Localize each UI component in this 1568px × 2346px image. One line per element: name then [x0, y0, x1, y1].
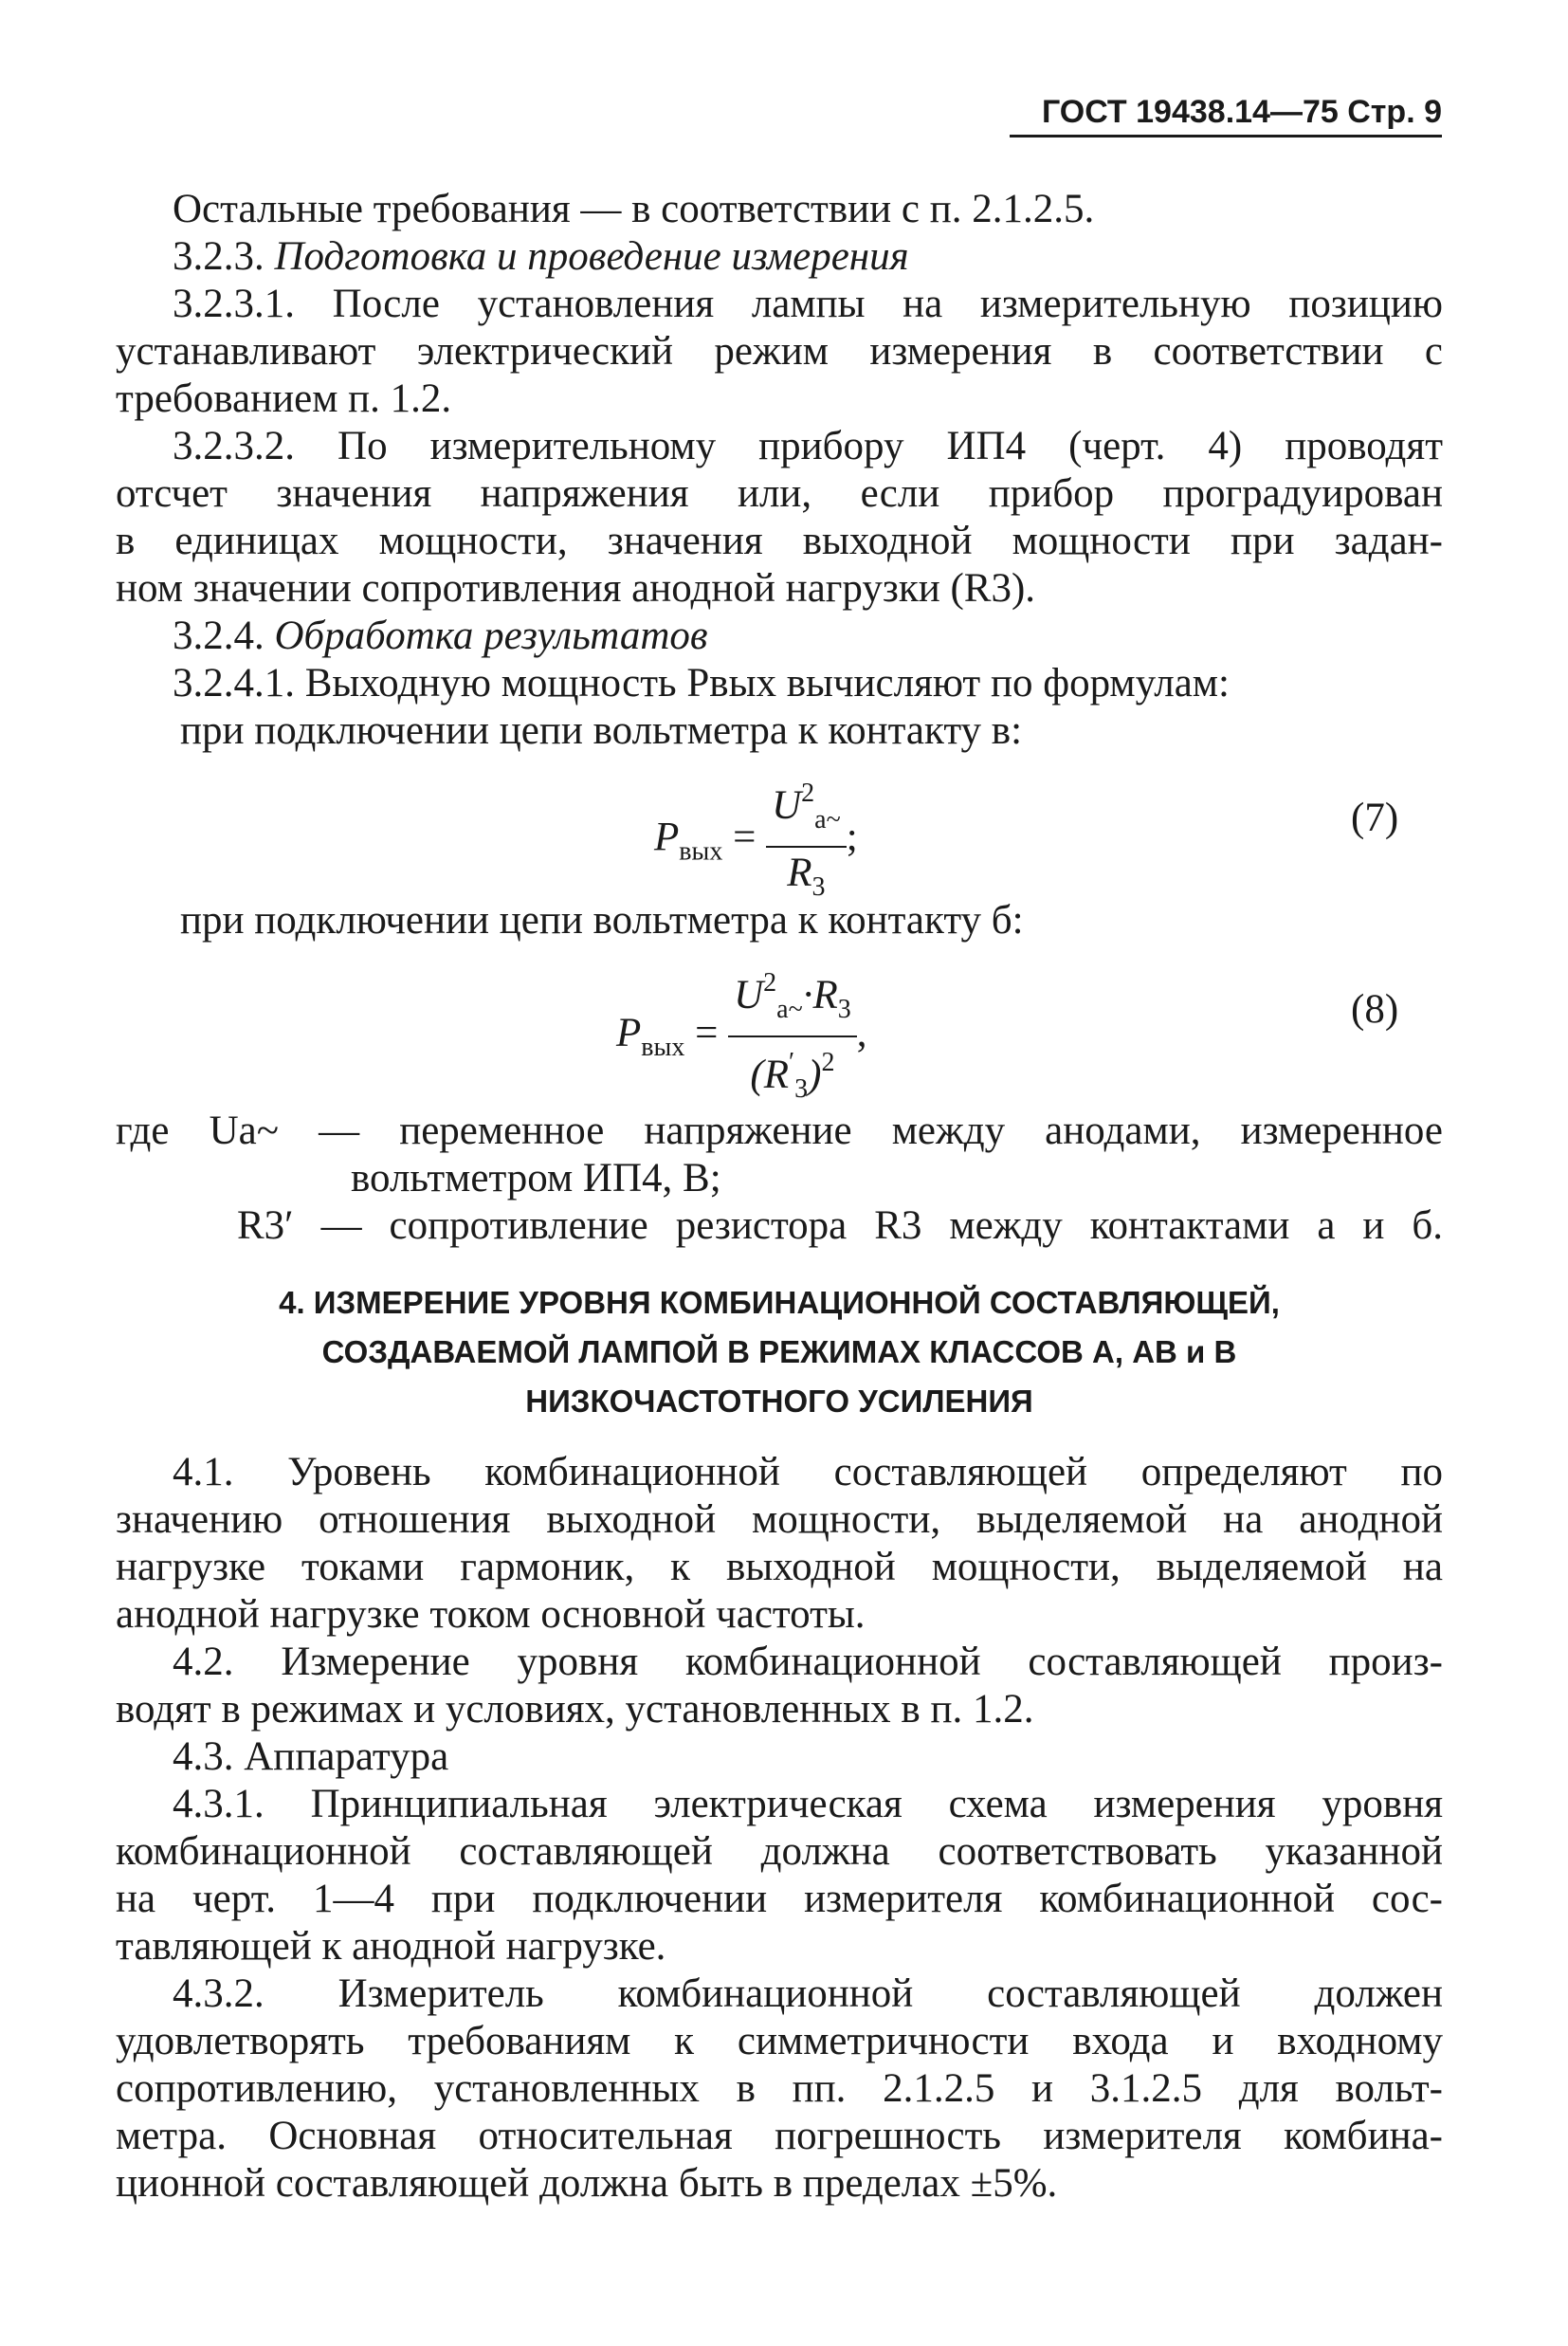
- equation-number-8: (8): [1351, 987, 1399, 1032]
- text-line: R3′ — сопротивление резистора R3 между контактами а и б.: [237, 1203, 1443, 1248]
- text-line: комбинационной составляющей должна соответствовать указанной: [116, 1829, 1443, 1874]
- page-header: ГОСТ 19438.14—75 Стр. 9: [1010, 91, 1442, 137]
- paragraph-contact-v: при подключении цепи вольтметра к контакту в:: [180, 708, 1023, 753]
- text-line: сопротивлению, установленных в пп. 2.1.2.5 и 3.1.2.5 для вольт-: [116, 2066, 1443, 2111]
- text-line: 4.3.1. Принципиальная электрическая схема измерения уровня: [173, 1782, 1443, 1826]
- formula-8: $P_{вых}$ = $\frac{U^2_{a\sim}\cdot R_3}{(R'_3)^2}$ ,: [616, 958, 867, 1115]
- text-line: анодной нагрузке током основной частоты.: [116, 1592, 866, 1637]
- text-line: 4.2. Измерение уровня комбинационной составляющей произ-: [173, 1640, 1443, 1684]
- denominator: $R_3$: [787, 851, 826, 902]
- paragraph-remaining-requirements: Остальные требования — в соответствии с п. 2.1.2.5.: [173, 187, 1095, 231]
- text-line: ционной составляющей должна быть в пределах ±5%.: [116, 2161, 1058, 2206]
- numerator: $U^2_{a\sim}$: [766, 768, 847, 848]
- formula-7: $P_{вых}$ = $\frac{U^2_{a\sim}}{R_3}$ ;: [654, 768, 858, 913]
- equation-number-7: (7): [1351, 796, 1399, 840]
- paragraph-3-2-4-1: 3.2.4.1. Выходную мощность Pвых вычисляют по формулам:: [173, 661, 1230, 706]
- text-line: где Ua~ — переменное напряжение между анодами, измеренное: [116, 1109, 1443, 1153]
- text-line: в единицах мощности, значения выходной мощности при задан-: [116, 519, 1443, 563]
- paragraph-4-3-2: [116, 1970, 1443, 2208]
- title-line: НИЗКОЧАСТОТНОГО УСИЛЕНИЯ: [525, 1384, 1033, 1419]
- paragraph-contact-b: при подключении цепи вольтметра к контакту б:: [180, 898, 1024, 943]
- fraction: [728, 958, 857, 1115]
- text-line: требованием п. 1.2.: [116, 376, 452, 421]
- text-line: 3.2.3.1. После установления лампы на измерительную позицию: [173, 282, 1443, 326]
- title-line: 4. ИЗМЕРЕНИЕ УРОВНЯ КОМБИНАЦИОННОЙ СОСТАВЛЯЮЩЕЙ,: [279, 1285, 1280, 1320]
- section-4-title: [116, 1278, 1443, 1426]
- text-line: 4.3.2. Измеритель комбинационной составляющей должен: [173, 1971, 1443, 2016]
- subsection-number: 3.2.3.: [173, 234, 264, 279]
- paragraph-4-2: [116, 1639, 1443, 1733]
- paragraph-3-2-3-1: [116, 281, 1443, 423]
- title-line: СОЗДАВАЕМОЙ ЛАМПОЙ В РЕЖИМАХ КЛАССОВ А, АВ и В: [321, 1334, 1237, 1369]
- subsection-title: Подготовка и проведение измерения: [274, 234, 909, 279]
- where-clause: [116, 1108, 1443, 1250]
- text-line: на черт. 1—4 при подключении измерителя комбинационной сос-: [116, 1877, 1443, 1921]
- denominator: $(R'_3)^2$: [750, 1048, 835, 1104]
- text-line: тавляющей к анодной нагрузке.: [116, 1924, 666, 1969]
- text-line: ном значении сопротивления анодной нагрузки (R3).: [116, 566, 1036, 611]
- subsection-number: 3.2.4.: [173, 614, 264, 658]
- paragraph-4-1: [116, 1449, 1443, 1639]
- text-line: метра. Основная относительная погрешность измерителя комбина-: [116, 2114, 1443, 2158]
- fraction: [766, 768, 847, 913]
- numerator: $U^2_{a\sim}\cdot R_3$: [728, 958, 857, 1037]
- text-line: водят в режимах и условиях, установленных в п. 1.2.: [116, 1687, 1034, 1732]
- text-line: отсчет значения напряжения или, если прибор проградуирован: [116, 471, 1443, 516]
- subsection-title: Обработка результатов: [274, 614, 708, 658]
- paragraph-3-2-3-2: [116, 423, 1443, 613]
- subsection-3-2-3: [116, 233, 1500, 281]
- text-line: 4.1. Уровень комбинационной составляющей определяют по: [173, 1450, 1443, 1494]
- subsection-4-3: 4.3. Аппаратура: [173, 1734, 449, 1779]
- paragraph-4-3-1: [116, 1781, 1443, 1970]
- text-line: значению отношения выходной мощности, выделяемой на анодной: [116, 1497, 1443, 1542]
- text-line: 3.2.3.2. По измерительному прибору ИП4 (черт. 4) проводят: [173, 424, 1443, 468]
- subsection-3-2-4: [116, 613, 1500, 660]
- text-line: устанавливают электрический режим измерения в соответствии с: [116, 329, 1443, 374]
- text-line: удовлетворять требованиям к симметричности входа и входному: [116, 2019, 1443, 2063]
- text-line: нагрузке токами гармоник, к выходной мощности, выделяемой на: [116, 1545, 1443, 1589]
- text-line: вольтметром ИП4, В;: [351, 1156, 721, 1200]
